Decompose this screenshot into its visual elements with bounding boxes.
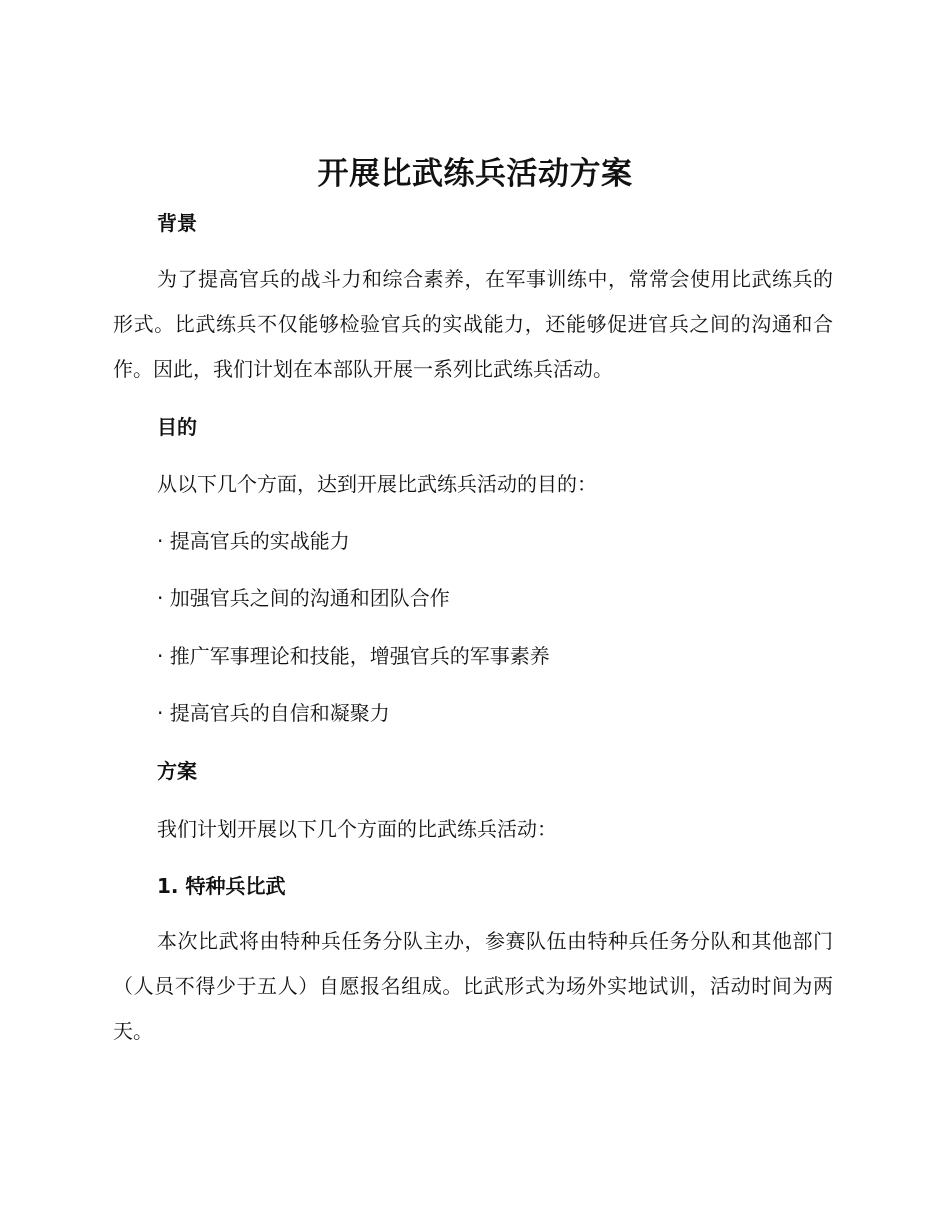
section-heading-purpose: 目的: [157, 415, 197, 439]
plan-intro: 我们计划开展以下几个方面的比武练兵活动：: [157, 817, 557, 841]
purpose-intro: 从以下几个方面，达到开展比武练兵活动的目的：: [157, 472, 597, 496]
purpose-list-item: · 加强官兵之间的沟通和团队合作: [157, 586, 450, 610]
purpose-list-item: · 提高官兵的实战能力: [157, 529, 350, 553]
section-heading-plan: 方案: [157, 759, 197, 783]
background-paragraph: 为了提高官兵的战斗力和综合素养，在军事训练中，常常会使用比武练兵的形式。比武练兵不仅能够检验官兵的实战能力，还能够促进官兵之间的沟通和合作。因此，我们计划在本部队开展一系列比武练兵活动。: [113, 267, 833, 381]
plan-subheading: 1. 特种兵比武: [157, 874, 286, 898]
plan-paragraph: 本次比武将由特种兵任务分队主办，参赛队伍由特种兵任务分队和其他部门（人员不得少于五人）自愿报名组成。比武形式为场外实地试训，活动时间为两天。: [113, 929, 833, 1043]
purpose-list-item: · 推广军事理论和技能，增强官兵的军事素养: [157, 644, 550, 668]
purpose-list-item: · 提高官兵的自信和凝聚力: [157, 701, 390, 725]
section-heading-background: 背景: [157, 211, 197, 235]
document-title: 开展比武练兵活动方案: [317, 156, 633, 192]
